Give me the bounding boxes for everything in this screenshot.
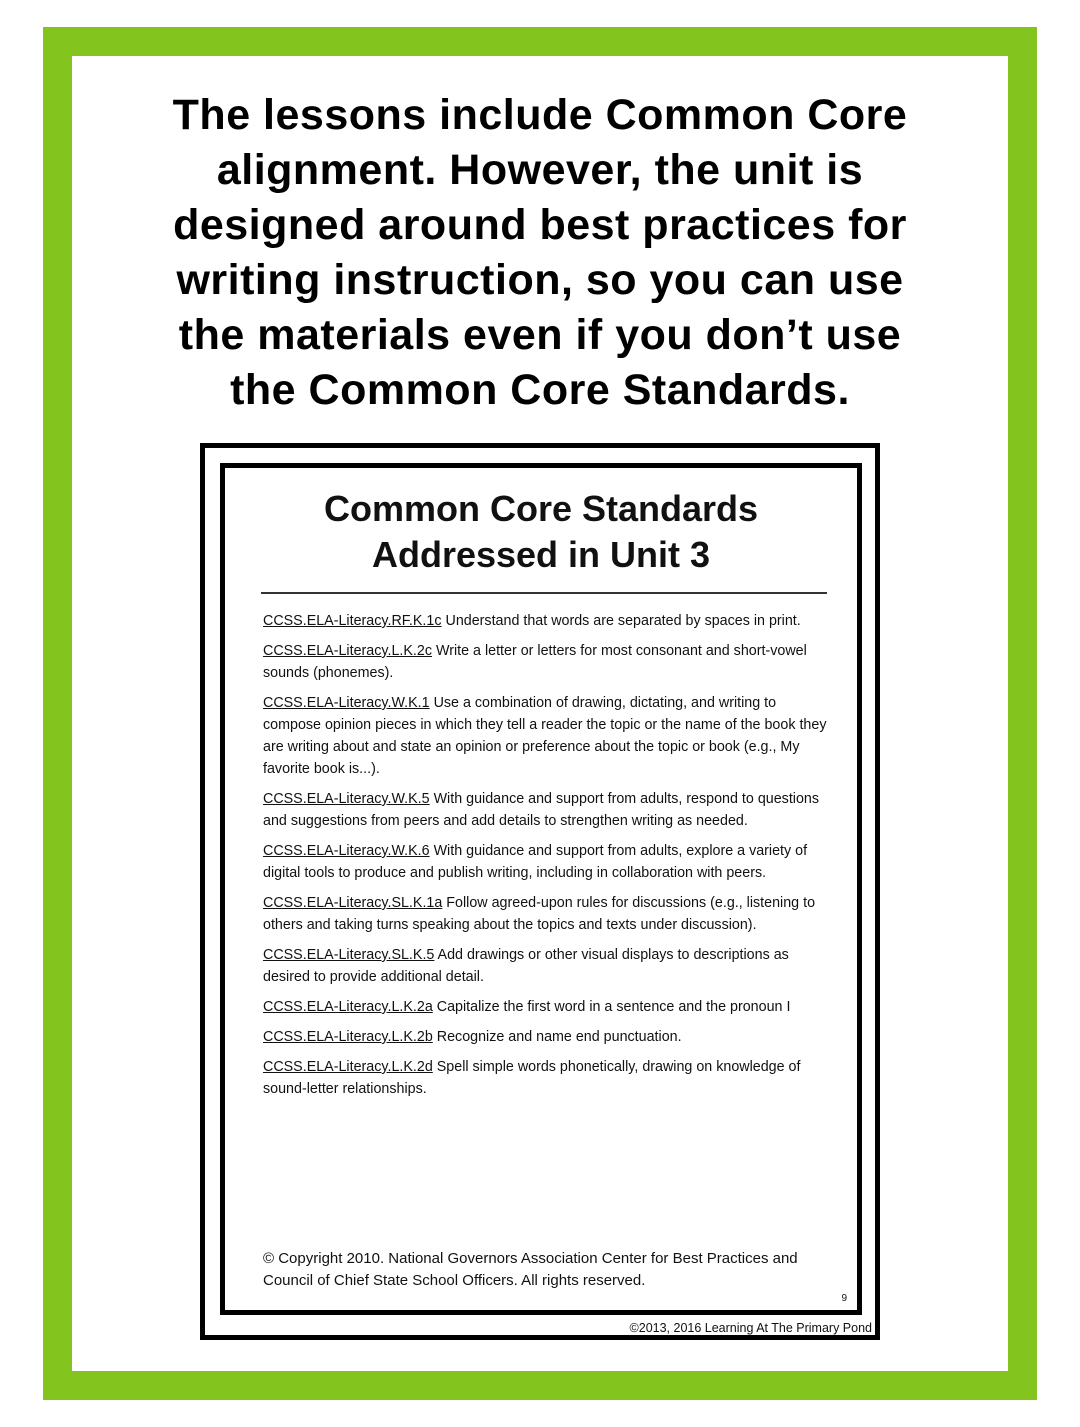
standard-description: Follow agreed-upon rules for discussions (e.g., listening to others and taking turns speaking about the topics and texts under discussion). [263, 895, 816, 933]
headline-line: The lessons include Common Core [172, 91, 908, 139]
standard-description: Use a combination of drawing, dictating, and writing to compose opinion pieces in which they tell a reader the topic or the name of the book they are writing about and state an opinion or preference about the topic or book (e.g., My favorite book is...). [263, 695, 827, 777]
standard-item [263, 1026, 828, 1048]
standard-code-link[interactable]: CCSS.ELA-Literacy.W.K.5 [263, 791, 430, 807]
standard-item [263, 840, 828, 884]
headline-line: the Common Core Standards. [230, 366, 850, 414]
standards-list [263, 610, 828, 1108]
standard-item [263, 788, 828, 832]
standard-code-link[interactable]: CCSS.ELA-Literacy.W.K.6 [263, 843, 430, 859]
standard-description: Add drawings or other visual displays to descriptions as desired to provide additional detail. [263, 947, 789, 985]
standard-description: Write a letter or letters for most consonant and short-vowel sounds (phonemes). [263, 643, 807, 681]
standard-description: Spell simple words phonetically, drawing on knowledge of sound-letter relationships. [263, 1059, 801, 1097]
standard-item [263, 996, 828, 1018]
standard-item [263, 692, 828, 780]
page-number: 9 [841, 1293, 847, 1304]
standard-description: With guidance and support from adults, respond to questions and suggestions from peers and add details to strengthen writing as needed. [263, 791, 820, 829]
standard-code-link[interactable]: CCSS.ELA-Literacy.W.K.1 [263, 695, 430, 711]
standard-item [263, 944, 828, 988]
credit-text: ©2013, 2016 Learning At The Primary Pond [629, 1321, 872, 1335]
standard-description: With guidance and support from adults, explore a variety of digital tools to produce and publish writing, including in collaboration with peers. [263, 843, 808, 881]
standard-code-link[interactable]: CCSS.ELA-Literacy.L.K.2a [263, 999, 433, 1015]
copyright-notice: © Copyright 2010. National Governors Association Center for Best Practices and Council of Chief State School Officers. All rights reserved. [263, 1250, 798, 1289]
title-line: Common Core Standards [323, 488, 759, 529]
headline-line: writing instruction, so you can use [176, 256, 904, 304]
standard-item [263, 892, 828, 936]
standard-code-link[interactable]: CCSS.ELA-Literacy.SL.K.1a [263, 895, 443, 911]
standard-description: Understand that words are separated by spaces in print. [441, 613, 801, 629]
standard-item [263, 1056, 828, 1100]
divider [261, 592, 827, 594]
document-page [220, 463, 862, 1315]
standard-description: Capitalize the first word in a sentence and the pronoun I [432, 999, 791, 1015]
standard-description: Recognize and name end punctuation. [432, 1029, 682, 1045]
standard-code-link[interactable]: CCSS.ELA-Literacy.L.K.2c [263, 643, 432, 659]
standard-item [263, 610, 828, 632]
headline-line: the materials even if you don’t use [178, 311, 902, 359]
standard-code-link[interactable]: CCSS.ELA-Literacy.SL.K.5 [263, 947, 435, 963]
standard-code-link[interactable]: CCSS.ELA-Literacy.RF.K.1c [263, 613, 442, 629]
headline-line: alignment. However, the unit is [216, 146, 864, 194]
standard-item [263, 640, 828, 684]
document-title [225, 486, 857, 578]
headline [60, 88, 1020, 418]
standard-code-link[interactable]: CCSS.ELA-Literacy.L.K.2d [263, 1059, 433, 1075]
title-line: Addressed in Unit 3 [371, 534, 711, 575]
standard-code-link[interactable]: CCSS.ELA-Literacy.L.K.2b [263, 1029, 433, 1045]
headline-line: designed around best practices for [173, 201, 907, 249]
